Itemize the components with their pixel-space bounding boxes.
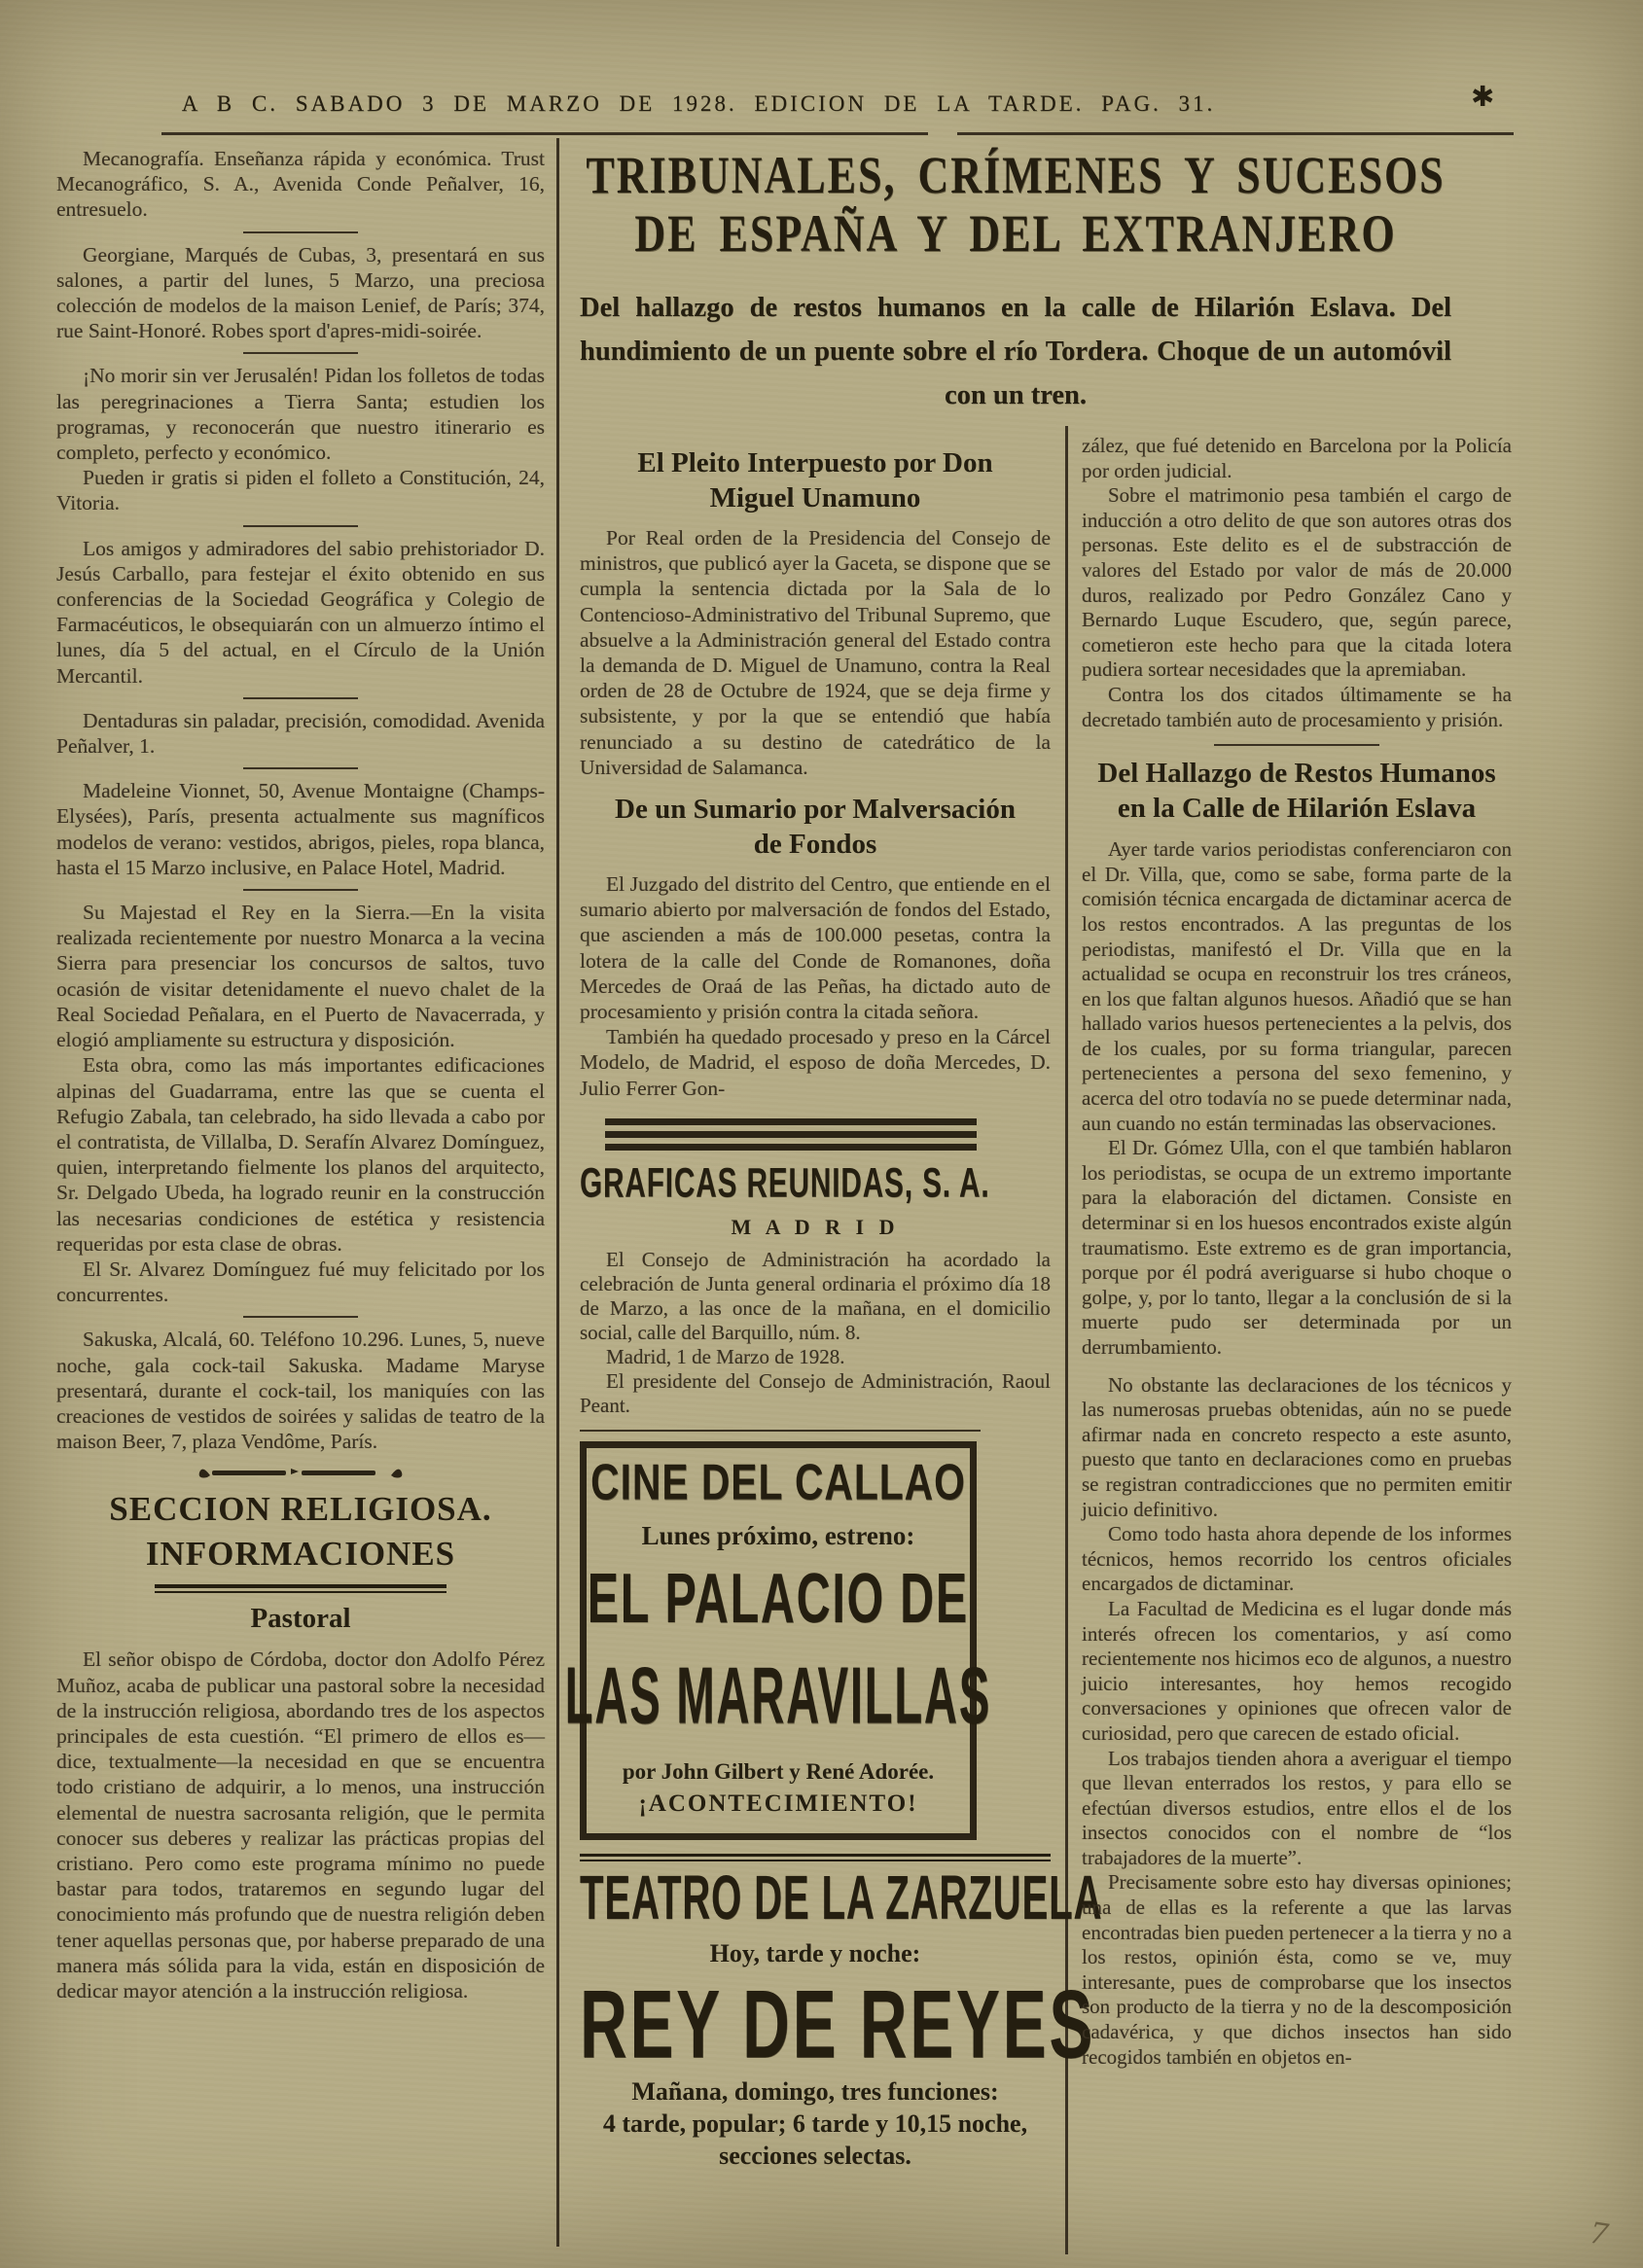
news-brief: El Sr. Alvarez Domínguez fué muy felicitado por los concurrentes. — [56, 1257, 545, 1307]
main-headline — [580, 146, 1451, 263]
subsection-heading: Pastoral — [250, 1603, 351, 1635]
ad-separator — [243, 889, 358, 891]
section-title-line1: SECCION RELIGIOSA. — [109, 1490, 492, 1529]
article-title — [1082, 756, 1512, 826]
classified-ad: Sakuska, Alcalá, 60. Teléfono 10.296. Lunes, 5, nueve noche, gala cock-tail Sakuska. Madame Maryse presentará, durante el cock-tail, los maniquíes con las creaciones de vestidos de soirées y salidas de teatro de la maison Beer, 7, plaza Vendôme, París. — [56, 1328, 545, 1454]
graficas-signature: El presidente del Consejo de Administración, Raoul Peant. — [580, 1368, 1051, 1417]
film-exclamation: ¡ACONTECIMIENTO! — [638, 1790, 918, 1818]
graficas-ad — [580, 1158, 1051, 1418]
classified-ad: Madeleine Vionnet, 50, Avenue Montaigne (Champs-Elysées), París, presenta actualmente sus magníficos modelos de verano: vestidos, abrigos, pieles, ropa blanca, hasta el 15 Marzo inclusive, en Palace Hotel, Madrid. — [56, 779, 545, 879]
main-headline-line1: TRIBUNALES, CRÍMENES Y SUCESOS — [586, 146, 1446, 204]
news-brief: Esta obra, como las más importantes edificaciones alpinas del Guadarrama, entre las que se cuenta el Refugio Zabala, tan celebrado, ha sido llevada a cabo por el contratista, de Villalba, D. Serafín Alvarez Domínguez, quien, interpretando fielmente los planos del arquitecto, Sr. Delgado Ubeda, ha logrado reunir en la construcción las necesarias condiciones de estética y resistencia requeridas por esta clase de obras. — [56, 1053, 545, 1256]
article-title — [586, 445, 1045, 515]
ad-separator — [243, 352, 358, 354]
cine-venue-name: CINE DEL CALLAO — [590, 1455, 966, 1512]
article-paragraph: Sobre el matrimonio pesa también el cargo de inducción a otro delito de que son autores otras dos personas. Este delito es el de substracción de valores del Estado por valor de más de 20.000 duros, realizado por Pedro González Cano y Bernardo Luque Escudero, que, según parece, cometieron este hecho para que la citada lotera pudiera sortear necesidades que la apremiaban. — [1082, 483, 1512, 682]
main-headline-line2: DE ESPAÑA Y DEL EXTRANJERO — [634, 204, 1397, 263]
header-rule-left — [161, 132, 928, 135]
graficas-company-name: GRAFICAS REUNIDAS, S. A. — [580, 1158, 990, 1206]
section-title-line2: INFORMACIONES — [145, 1535, 456, 1574]
ad-separator — [243, 767, 358, 769]
article-title-line2: de Fondos — [753, 829, 877, 861]
article-title-line2: en la Calle de Hilarión Eslava — [1117, 793, 1477, 825]
theatre-info-line2: 4 tarde, popular; 6 tarde y 10,15 noche, — [602, 2109, 1028, 2139]
star-ornament-icon: ✱ — [1471, 80, 1495, 113]
article-title-line1: Del Hallazgo de Restos Humanos — [1097, 758, 1496, 790]
header-rule-right — [957, 132, 1514, 135]
ad-top-rules — [605, 1118, 977, 1151]
page-header: A B C. SABADO 3 DE MARZO DE 1928. EDICION DE LA TARDE. PAG. 31. — [181, 91, 1216, 116]
article-paragraph: Ayer tarde varios periodistas conferenciaron con el Dr. Villa, que, como se sabe, forma parte de la comisión técnica encargada de dictaminar acerca de los restos encontrados. A las preguntas de los periodistas, manifestó el Dr. Villa que en la actualidad se ocupa en reconstruir los tres cráneos, en los que faltan algunos huesos. Añadió que se han hallado varios huesos pertenecientes a la pelvis, dos de los cuales, por su forma triangular, parecen pertenecientes a persona del sexo femenino, y acerca del otro todavía no se puede determinar nada, aun cuando no están terminadas las observaciones. — [1082, 837, 1512, 1135]
film-title-line1: EL PALACIO DE — [587, 1558, 970, 1639]
news-brief: Su Majestad el Rey en la Sierra.—En la visita realizada recientemente por nuestro Monarca a la vecina Sierra para presenciar los concursos de saltos, tuvo ocasión de visitar detenidamente el nuevo chalet de la Real Sociedad Peñalara, en el Puerto de Navacerrada, y elogió ampliamente su estructura y disposición. — [56, 901, 545, 1052]
article-paragraph: También ha quedado procesado y preso en la Cárcel Modelo, de Madrid, el esposo de doña Mercedes, D. Julio Ferrer Gon- — [580, 1025, 1051, 1100]
zarzuela-ad — [580, 1854, 1103, 2172]
article-paragraph: Los trabajos tienden ahora a averiguar el tiempo que llevan enterrados los restos, y para ello se efectúan diversos estudios, entre ellos el de los insectos conocidos con el nombre de “los trabajadores de la muerte”. — [1082, 1746, 1512, 1869]
left-column — [56, 146, 545, 2003]
column-divider-left — [556, 138, 559, 2247]
middle-column — [564, 434, 1103, 2172]
ad-separator-rule — [580, 1430, 981, 1433]
article-paragraph: La Facultad de Medicina es el lugar donde más interés ofrecen los comentarios, y así como recientemente nos hicimos eco de algunos, a nuestro juicio interesantes, hoy hemos recogido conversaciones y opiniones que ofrecen valor de curiosidad, pero que carecen de estado oficial. — [1082, 1596, 1512, 1745]
article-paragraph: Contra los dos citados últimamente se ha decretado también auto de procesamiento y prisión. — [1082, 682, 1512, 731]
section-title-rule — [155, 1584, 446, 1593]
classified-ad: Los amigos y admiradores del sabio prehistoriador D. Jesús Carballo, para festejar el éxito obtenido en sus conferencias de la Sociedad Geográfica y Colegio de Farmacéuticos, le obsequiarán con un almuerzo íntimo el lunes, día 5 del actual, en el Círculo de la Unión Mercantil. — [56, 536, 545, 688]
film-title-line2: LAS MARAVILLAS — [564, 1649, 992, 1741]
show-title: REY DE REYES — [580, 1969, 1096, 2078]
section-title — [56, 1487, 545, 1577]
theatre-venue-name: TEATRO DE LA ZARZUELA — [580, 1864, 1103, 1933]
article-title — [586, 792, 1045, 862]
article-paragraph-continuation: zález, que fué detenido en Barcelona por la Policía por orden judicial. — [1082, 434, 1512, 482]
article-paragraph: Como todo hasta ahora depende de los informes técnicos, hemos recorrido los centros oficiales encargados de dictaminar. — [1082, 1522, 1512, 1596]
section-headline-block — [580, 146, 1451, 417]
theatre-info-line1: Mañana, domingo, tres funciones: — [631, 2077, 999, 2107]
pencil-page-mark: 7 — [1587, 2215, 1611, 2253]
ad-separator — [243, 231, 358, 233]
classified-ad: Georgiane, Marqués de Cubas, 3, presentará en sus salones, a partir del lunes, 5 Marzo, una preciosa colección de modelos de la maison Lenief, de París; 374, rue Saint-Honoré. Robes sport d'apres-midi-soirée. — [56, 242, 545, 343]
article-title-line2: Miguel Unamuno — [709, 482, 921, 514]
graficas-city: M A D R I D — [731, 1214, 900, 1239]
cine-callao-ad — [564, 1441, 992, 1840]
classified-ad: Mecanografía. Enseñanza rápida y económica. Trust Mecanográfico, S. A., Avenida Conde Peñalver, 16, entresuelo. — [56, 147, 545, 222]
cine-premiere-line: Lunes próximo, estreno: — [641, 1521, 915, 1551]
article-paragraph: El Dr. Gómez Ulla, con el que también hablaron los periodistas, se ocupa de un extremo importante para la elaboración del dictamen. Consiste en determinar si en los huesos encontrados existe algún traumatismo. Este extremo es de gran importancia, porque por él podrá averiguarse si hubo choque o golpe, y, por lo tanto, llegar a la conclusión de si la muerte pudo ser determinada por un derrumbamiento. — [1082, 1136, 1512, 1359]
theatre-showtime-line: Hoy, tarde y noche: — [709, 1939, 921, 1968]
article-paragraph: No obstante las declaraciones de los técnicos y las numerosas pruebas obtenidas, aún no se puede afirmar nada en concreto respecto a este asunto, puesto que tanto en declaraciones como en pruebas se registran contradicciones que no permiten emitir juicio definitivo. — [1082, 1372, 1512, 1521]
zarzuela-top-rule — [580, 1854, 1051, 1861]
graficas-date: Madrid, 1 de Marzo de 1928. — [606, 1344, 845, 1368]
classified-ad: Dentaduras sin paladar, precisión, comodidad. Avenida Peñalver, 1. — [56, 708, 545, 759]
ornament-divider-icon — [56, 1464, 545, 1483]
classified-ad: ¡No morir sin ver Jerusalén! Pidan los folletos de todas las peregrinaciones a Tierra Santa; estudien los programas, y reconocerán que nuestro itinerario es completo, perfecto y económico. — [56, 364, 545, 465]
article-title-line1: De un Sumario por Malversación — [615, 794, 1016, 826]
ad-separator — [243, 525, 358, 527]
article-paragraph: Precisamente sobre esto hay diversas opiniones; una de ellas es la referente a que las larvas encontradas bien pueden pertenecer a la tierra y no a los restos, opinión ésta, como se ve, muy interesante, pues de comprobarse que los insectos son producto de la tierra y no de la descomposición cadavérica, y que dichos insectos han sido recogidos también en objetos en- — [1082, 1870, 1512, 2069]
ad-separator — [243, 1316, 358, 1318]
article-separator-rule — [1214, 744, 1379, 746]
article-paragraph: El Juzgado del distrito del Centro, que entiende en el sumario abierto por malversación de fondos del Estado, que ascienden a más de 100.000 pesetas, contra la lotera de la calle del Conde de Romanones, doña Mercedes de Oraá de las Peñas, ha dictado auto de procesamiento y prisión contra la citada señora. — [580, 872, 1051, 1024]
graficas-body: El Consejo de Administración ha acordado la celebración de Junta general ordinaria el próximo día 18 de Marzo, a las once de la mañana, en el domicilio social, calle del Barquillo, núm. 8. — [580, 1247, 1051, 1344]
film-credit: por John Gilbert y René Adorée. — [622, 1759, 935, 1785]
subheadline: Del hallazgo de restos humanos en la calle de Hilarión Eslava. Del hundimiento de un puente sobre el río Tordera. Choque de un automóvil con un tren. — [580, 293, 1451, 410]
theatre-info-line3: secciones selectas. — [719, 2142, 911, 2171]
ad-separator — [243, 697, 358, 699]
classified-ad: Pueden ir gratis si piden el folleto a Constitución, 24, Vitoria. — [56, 466, 545, 515]
article-paragraph: Por Real orden de la Presidencia del Consejo de ministros, que publicó ayer la Gaceta, se dispone que se cumpla la sentencia dictada por la Sala de lo Contencioso-Administrativo del Tribunal Supremo, que absuelve a la Administración general del Estado contra la demanda de D. Miguel de Unamuno, contra la Real orden de 28 de Octubre de 1924, que se deja firme y subsistente, y por la que se entendió que había renunciado a su destino de catedrático de la Universidad de Salamanca. — [580, 526, 1051, 779]
article-title-line1: El Pleito Interpuesto por Don — [637, 447, 993, 478]
right-column — [1082, 434, 1512, 2070]
article-paragraph: El señor obispo de Córdoba, doctor don Adolfo Pérez Muñoz, acaba de publicar una pastoral sobre la necesidad de la instrucción religiosa, abordando tres de los aspectos principales de esta cuestión. “El primero de ellos es—dice, textualmente—la necesidad en que se encuentra todo cristiano de adquirir, a lo menos, una instrucción elemental de nuestra sacrosanta religión, que le permita conocer sus deberes y realizar las prácticas propias del cristiano. Pero como este programa mínimo no puede bastar para todos, trataremos en segundo lugar del conocimiento más profundo que de nuestra religión deben tener aquellas personas que, por haberse preparado de una manera más sólida para la vida, están en disposición de dedicar mayor atención a la instrucción religiosa. — [56, 1648, 545, 2002]
